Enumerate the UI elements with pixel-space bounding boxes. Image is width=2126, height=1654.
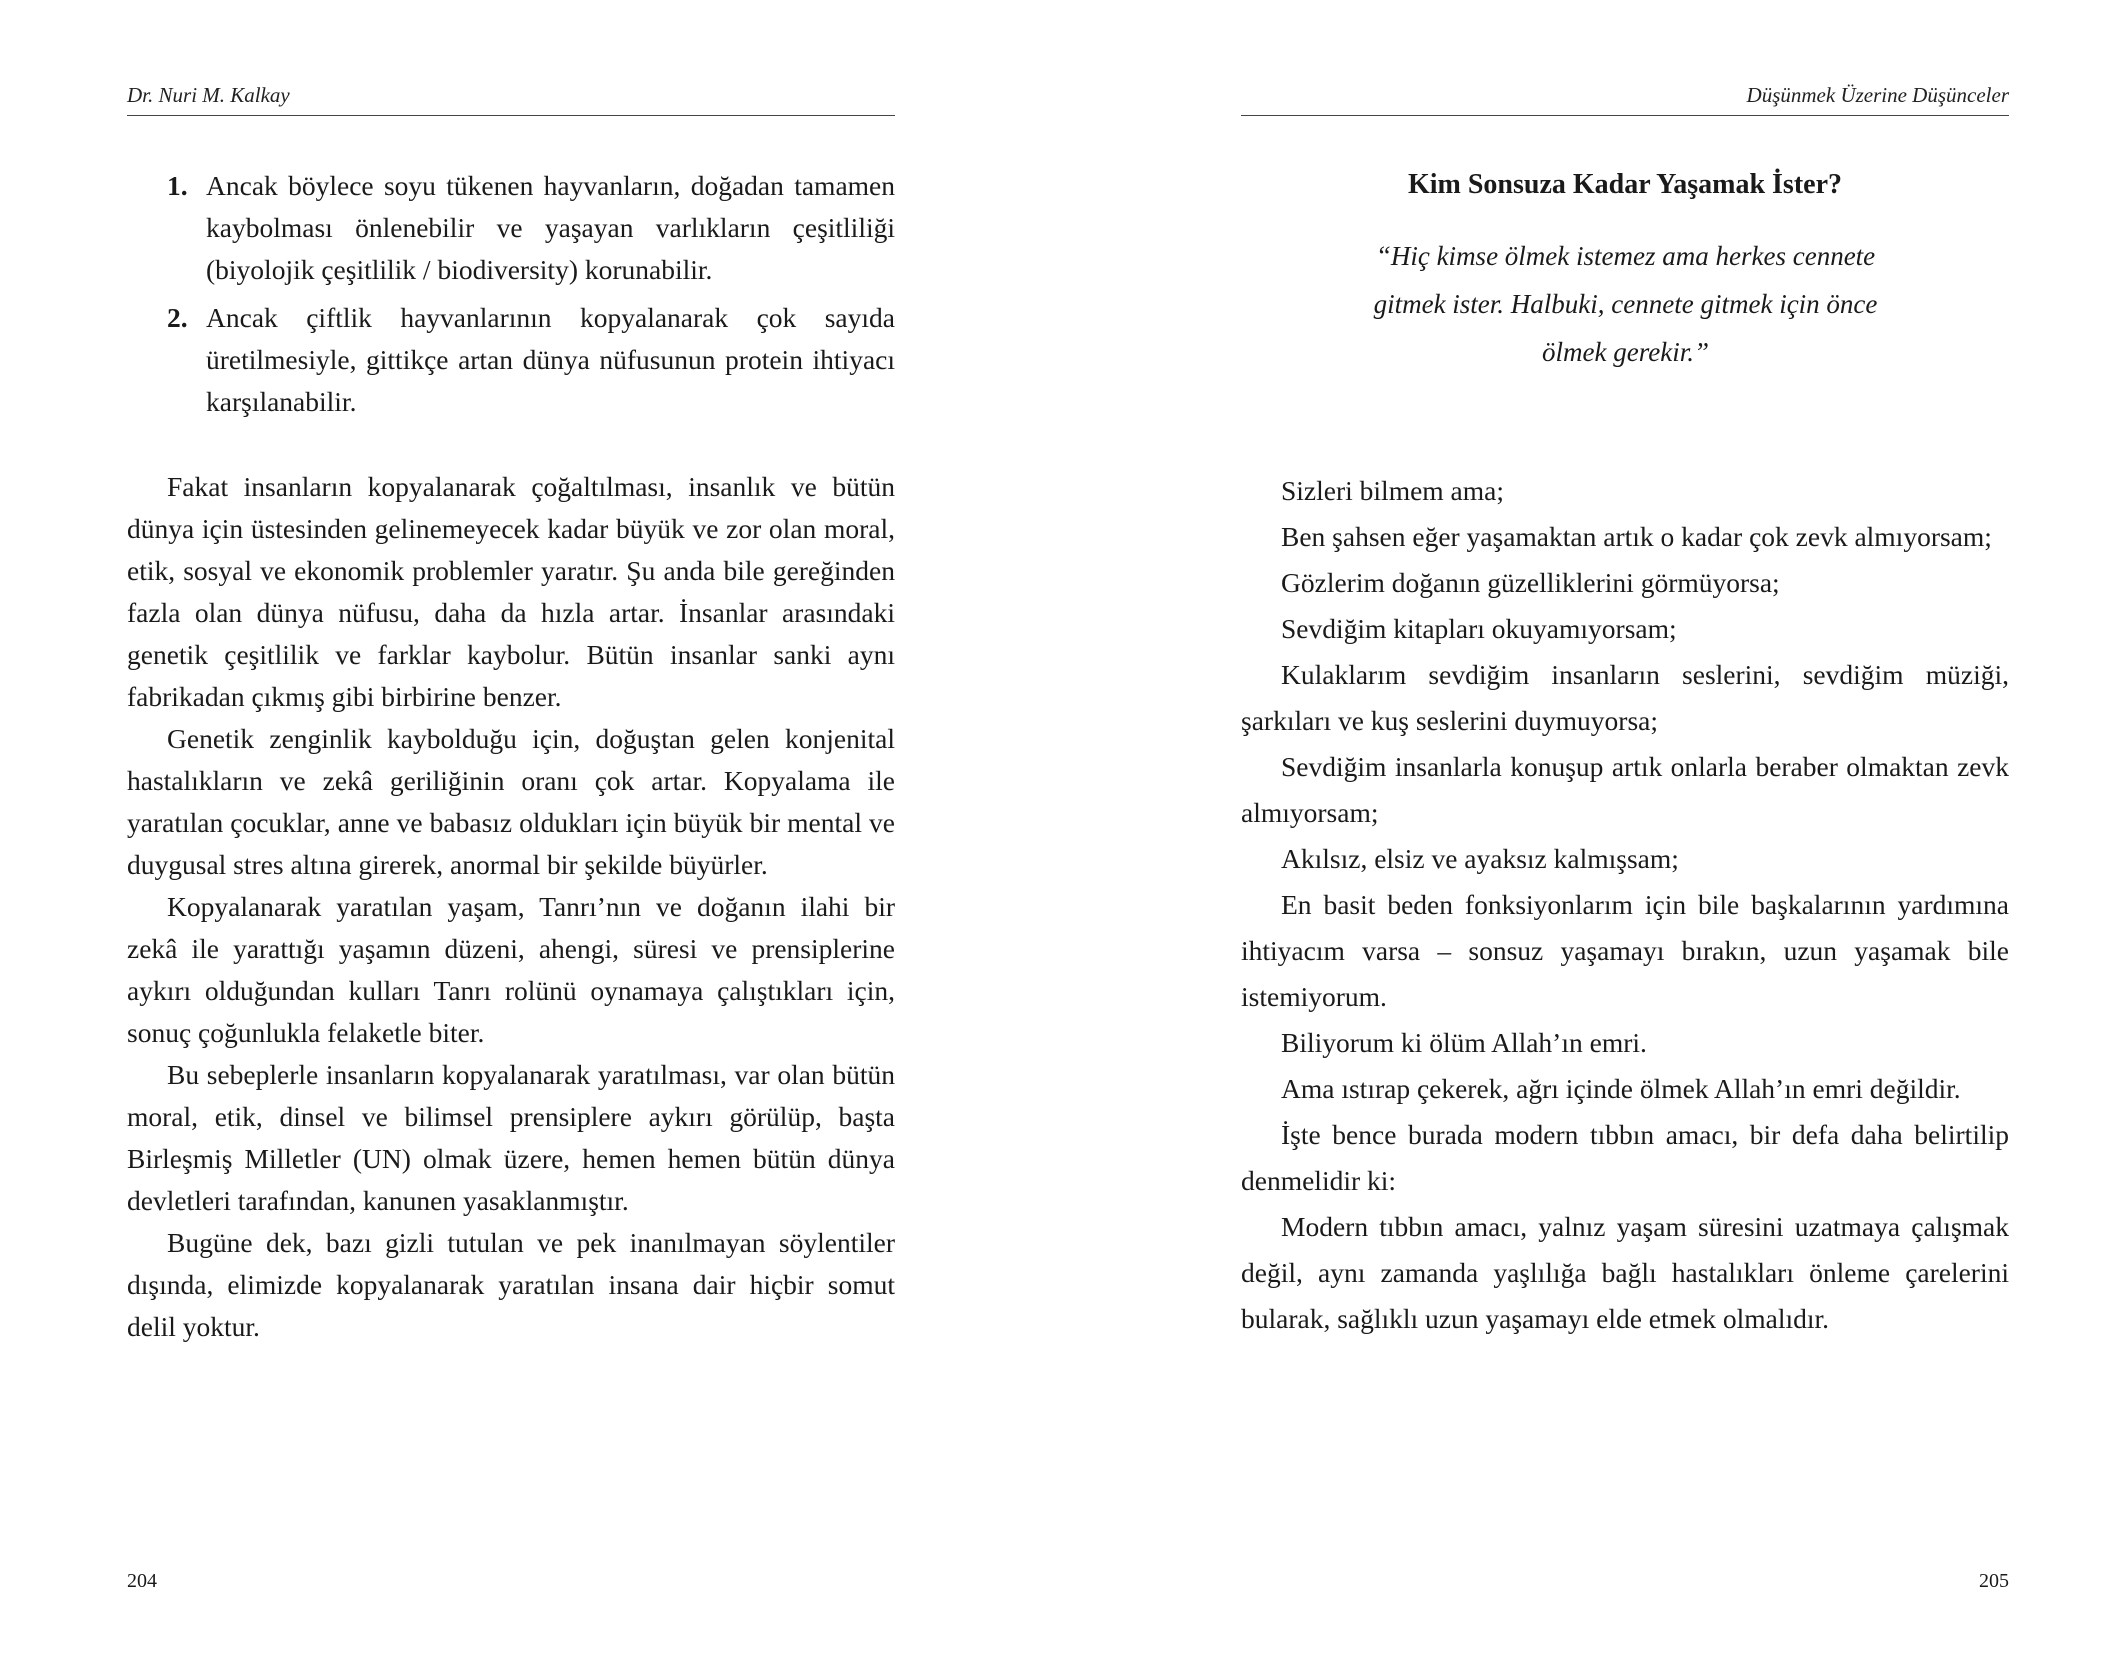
paragraph: Fakat insanların kopyalanarak çoğaltılması, insanlık ve bütün dünya için üstesinden gelinemeyecek kadar büyük ve zor olan moral, etik, sosyal ve ekonomik problemler yaratır. Şu anda bile gereğinden fazla olan dünya nüfusu, daha da hızla artar. İnsanlar arasındaki genetik çeşitlilik ve farklar kaybolur. Bütün insanlar sanki aynı fabrikadan çıkmış gibi birbirine benzer.: [127, 471, 895, 712]
list-number: 1.: [167, 170, 188, 201]
list-item: [127, 297, 895, 423]
paragraph: Ben şahsen eğer yaşamaktan artık o kadar çok zevk almıyorsam;: [1281, 521, 1992, 552]
paragraph: Genetik zenginlik kaybolduğu için, doğuştan gelen konjenital hastalıkların ve zekâ geriliğinin oranı çok artar. Kopyalama ile yaratılan çocuklar, anne ve babasız oldukları için büyük bir mental ve duygusal stres altına girerek, anormal bir şekilde büyürler.: [127, 723, 895, 880]
paragraph: Kopyalanarak yaratılan yaşam, Tanrı’nın ve doğanın ilahi bir zekâ ile yarattığı yaşamın düzeni, ahengi, süresi ve prensiplerine aykırı olduğundan kulları Tanrı rolünü oynamaya çalıştıkları için, sonuç çoğunlukla felaketle biter.: [127, 891, 895, 1048]
paragraph: En basit beden fonksiyonlarım için bile başkalarının yardımına ihtiyacım varsa – sonsuz yaşamayı bırakın, uzun yaşamak bile istemiyorum.: [1241, 889, 2009, 1012]
paragraph: Sevdiğim insanlarla konuşup artık onlarla beraber olmaktan zevk almıyorsam;: [1241, 751, 2009, 828]
epigraph-quote: “Hiç kimse ölmek istemez ama herkes cennete gitmek ister. Halbuki, cennete gitmek için önce ölmek gerekir.”: [1373, 241, 1878, 367]
list-number: 2.: [167, 302, 188, 333]
list-item: [127, 165, 895, 291]
running-head-author: Dr. Nuri M. Kalkay: [127, 83, 290, 107]
right-page: [1063, 0, 2126, 1654]
page-number: 204: [127, 1570, 157, 1592]
numbered-list: [127, 165, 895, 429]
paragraph: Biliyorum ki ölüm Allah’ın emri.: [1281, 1027, 1647, 1058]
header-rule: [127, 115, 895, 116]
paragraph: Bu sebeplerle insanların kopyalanarak yaratılması, var olan bütün moral, etik, dinsel ve bilimsel prensiplere aykırı görülüp, başta Birleşmiş Milletler (UN) olmak üzere, hemen hemen bütün dünya devletleri tarafından, kanunen yasaklanmıştır.: [127, 1059, 895, 1216]
paragraph: Bugüne dek, bazı gizli tutulan ve pek inanılmayan söylentiler dışında, elimizde kopyalanarak yaratılan insana dair hiçbir somut delil yoktur.: [127, 1227, 895, 1342]
list-item-text: Ancak böylece soyu tükenen hayvanların, doğadan tamamen kaybolması önlenebilir ve yaşayan varlıkların çeşitliliği (biyolojik çeşitlilik / biodiversity) korunabilir.: [206, 170, 895, 285]
paragraph: Gözlerim doğanın güzelliklerini görmüyorsa;: [1281, 567, 1780, 598]
paragraph: Modern tıbbın amacı, yalnız yaşam süresini uzatmaya çalışmak değil, aynı zamanda yaşlılığa bağlı hastalıkları önleme çarelerini bularak, sağlıklı uzun yaşamayı elde etmek olmalıdır.: [1241, 1211, 2009, 1334]
list-item-text: Ancak çiftlik hayvanlarının kopyalanarak çok sayıda üretilmesiyle, gittikçe artan dünya nüfusunun protein ihtiyacı karşılanabilir.: [206, 302, 895, 417]
paragraph: Kulaklarım sevdiğim insanların seslerini, sevdiğim müziği, şarkıları ve kuş seslerini duymuyorsa;: [1241, 659, 2009, 736]
paragraph: Ama ıstırap çekerek, ağrı içinde ölmek Allah’ın emri değildir.: [1281, 1073, 1961, 1104]
page-number: 205: [1979, 1570, 2009, 1592]
paragraph: İşte bence burada modern tıbbın amacı, bir defa daha belirtilip denmelidir ki:: [1241, 1119, 2009, 1196]
running-head-book-title: Düşünmek Üzerine Düşünceler: [1746, 83, 2009, 107]
paragraph: Sevdiğim kitapları okuyamıyorsam;: [1281, 613, 1677, 644]
body-text: [1241, 468, 2009, 1342]
paragraph: Sizleri bilmem ama;: [1281, 475, 1504, 506]
paragraph: Akılsız, elsiz ve ayaksız kalmışsam;: [1281, 843, 1679, 874]
body-text: [127, 466, 895, 1348]
chapter-title: Kim Sonsuza Kadar Yaşamak İster?: [1407, 169, 1843, 200]
header-rule: [1241, 115, 2009, 116]
